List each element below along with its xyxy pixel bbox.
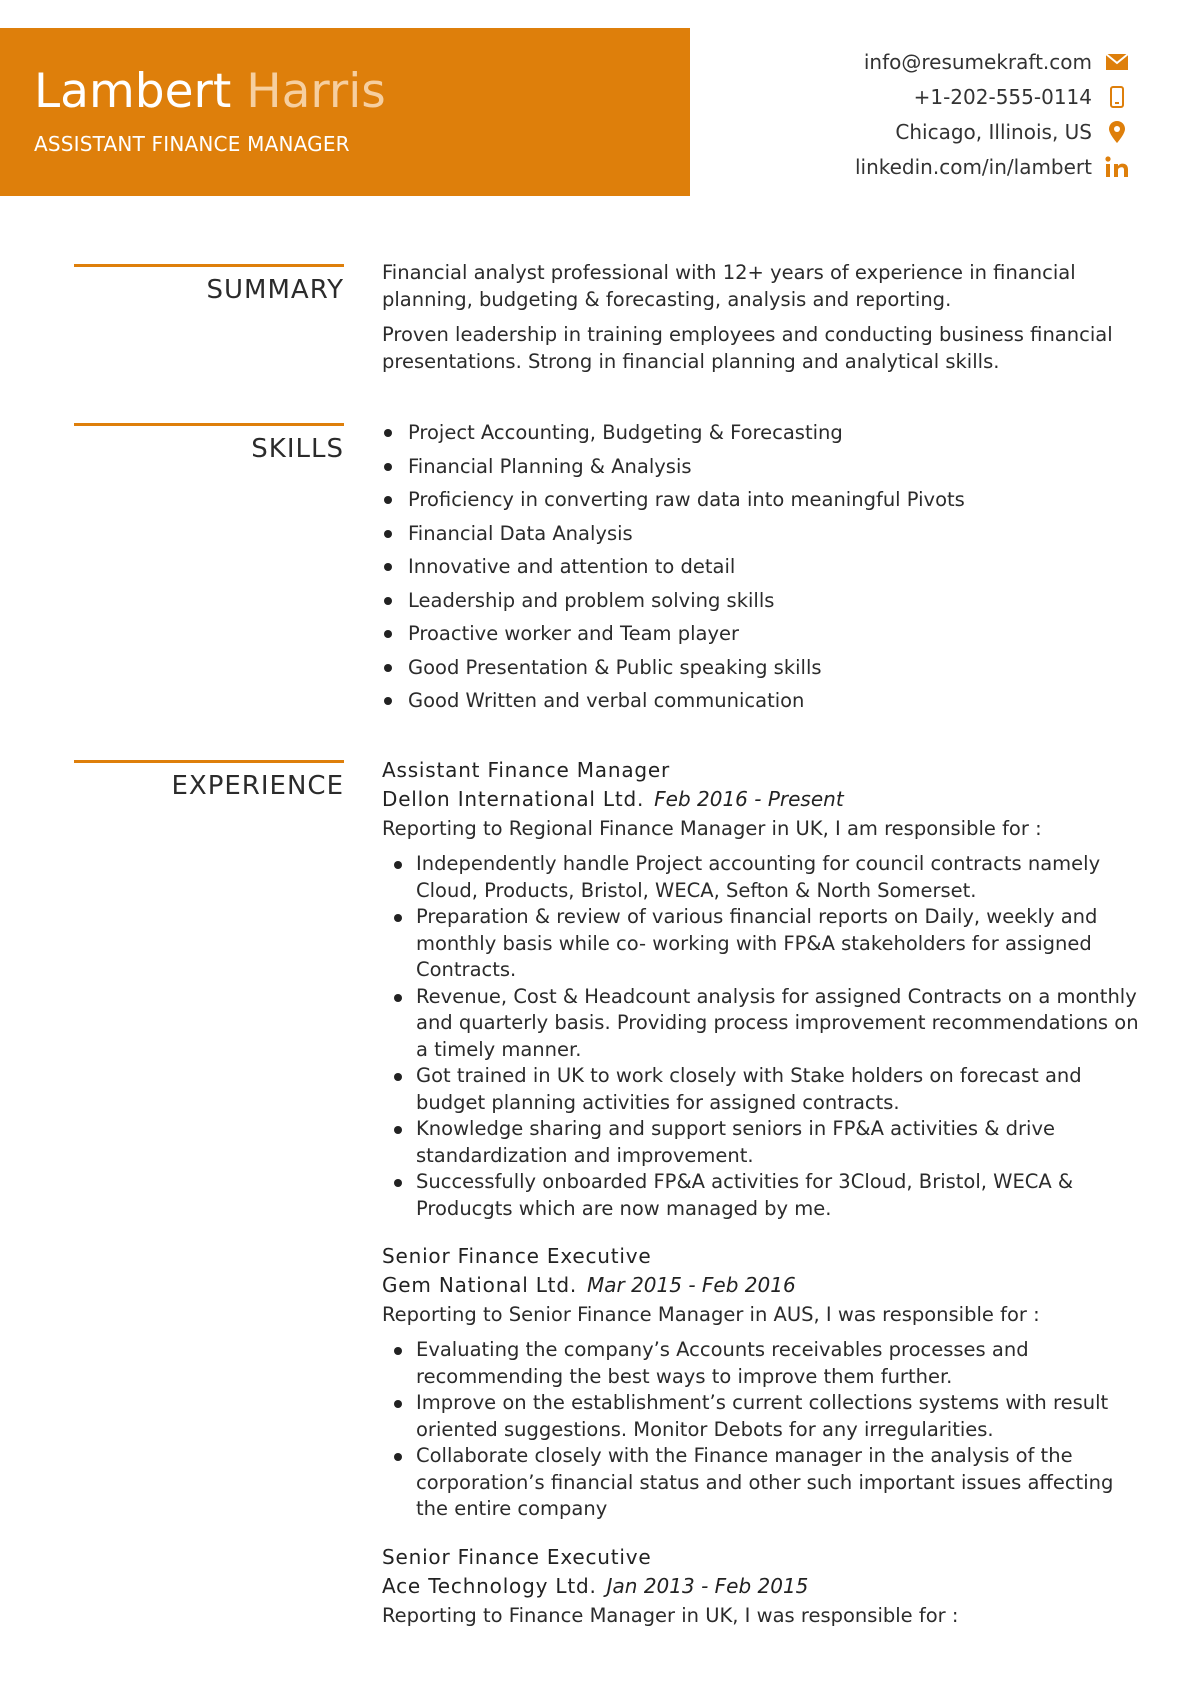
contact-location (855, 114, 1130, 149)
last-name: Harris (246, 64, 386, 119)
job-entry (382, 1242, 1142, 1523)
job-bullet: Independently handle Project accounting for council contracts namely Cloud, Products, Bristol, WECA, Sefton & North Somerset. (392, 851, 1142, 904)
job-bullet: Improve on the establishment’s current collections systems with result oriented suggestions. Monitor Debots for any irregularities. (392, 1390, 1142, 1443)
job-bullet: Preparation & review of various financial reports on Daily, weekly and monthly basis while co- working with FP&A stakeholders for assigned Contracts. (392, 904, 1142, 984)
job-title: Senior Finance Executive (382, 1244, 652, 1268)
skills-section (382, 416, 1142, 718)
summary-section (382, 260, 1142, 384)
job-reporting-line: Reporting to Regional Finance Manager in UK, I am responsible for : (382, 817, 1042, 840)
job-reporting-line: Reporting to Finance Manager in UK, I was responsible for : (382, 1603, 959, 1627)
job-title: Senior Finance Executive (382, 1544, 652, 1569)
contact-block (855, 44, 1130, 184)
contact-phone-text[interactable]: +1-202-555-0114 (913, 84, 1092, 109)
job-company-line (382, 1572, 1142, 1601)
job-reporting-line: Reporting to Senior Finance Manager in AUS, I was responsible for : (382, 1303, 1040, 1326)
contact-email[interactable] (855, 44, 1130, 79)
job-title: Assistant Finance Manager (382, 758, 671, 782)
skills-heading: SKILLS (74, 423, 344, 464)
contact-linkedin-text[interactable]: linkedin.com/in/lambert (854, 154, 1092, 179)
job-entry (382, 756, 1142, 1222)
envelope-icon (1104, 49, 1130, 75)
experience-heading: EXPERIENCE (74, 760, 344, 801)
first-name: Lambert (34, 64, 232, 119)
skill-item: Good Written and verbal communication (382, 684, 1142, 718)
skill-item: Leadership and problem solving skills (382, 584, 1142, 618)
candidate-name (34, 62, 386, 122)
summary-paragraph: Proven leadership in training employees and conducting business financial presentations. Strong in financial planning and analytical skills. (382, 323, 1113, 373)
job-bullet: Evaluating the company’s Accounts receivables processes and recommending the best ways to improve them further. (392, 1337, 1142, 1390)
job-company: Dellon International Ltd. (382, 787, 645, 811)
skill-item: Innovative and attention to detail (382, 550, 1142, 584)
job-company: Ace Technology Ltd. (382, 1573, 597, 1598)
summary-paragraph: Financial analyst professional with 12+ years of experience in financial planning, budgeting & forecasting, analysis and reporting. (382, 261, 1076, 311)
experience-section (382, 756, 1142, 1650)
summary-heading: SUMMARY (74, 264, 344, 305)
skill-item: Project Accounting, Budgeting & Forecasting (382, 416, 1142, 450)
job-entry (382, 1543, 1142, 1630)
job-dates: Feb 2016 - Present (654, 787, 844, 811)
skills-list (382, 416, 1142, 718)
job-responsibilities (382, 851, 1142, 1222)
skill-item: Good Presentation & Public speaking skills (382, 651, 1142, 685)
phone-icon (1104, 84, 1130, 110)
job-company-line (382, 785, 1142, 814)
contact-phone[interactable] (855, 79, 1130, 114)
job-dates: Jan 2013 - Feb 2015 (606, 1573, 809, 1598)
job-bullet: Knowledge sharing and support seniors in FP&A activities & drive standardization and improvement. (392, 1116, 1142, 1169)
contact-linkedin[interactable] (855, 149, 1130, 184)
job-company: Gem National Ltd. (382, 1273, 577, 1297)
job-bullet: Successfully onboarded FP&A activities for 3Cloud, Bristol, WECA & Producgts which are now managed by me. (392, 1169, 1142, 1222)
candidate-job-title: ASSISTANT FINANCE MANAGER (34, 132, 350, 156)
job-bullet: Collaborate closely with the Finance manager in the analysis of the corporation’s financial status and other such important issues affecting the entire company (392, 1443, 1142, 1523)
job-dates: Mar 2015 - Feb 2016 (586, 1273, 796, 1297)
location-pin-icon (1104, 119, 1130, 145)
job-company-line (382, 1271, 1142, 1300)
contact-location-text: Chicago, Illinois, US (895, 119, 1092, 144)
job-responsibilities (382, 1337, 1142, 1523)
job-bullet: Got trained in UK to work closely with Stake holders on forecast and budget planning activities for assigned contracts. (392, 1063, 1142, 1116)
job-bullet: Revenue, Cost & Headcount analysis for assigned Contracts on a monthly and quarterly basis. Providing process improvement recommendations on a timely manner. (392, 984, 1142, 1064)
skill-item: Financial Data Analysis (382, 517, 1142, 551)
skill-item: Proficiency in converting raw data into meaningful Pivots (382, 483, 1142, 517)
linkedin-icon (1104, 154, 1130, 180)
skill-item: Financial Planning & Analysis (382, 450, 1142, 484)
skill-item: Proactive worker and Team player (382, 617, 1142, 651)
contact-email-text[interactable]: info@resumekraft.com (863, 49, 1092, 74)
